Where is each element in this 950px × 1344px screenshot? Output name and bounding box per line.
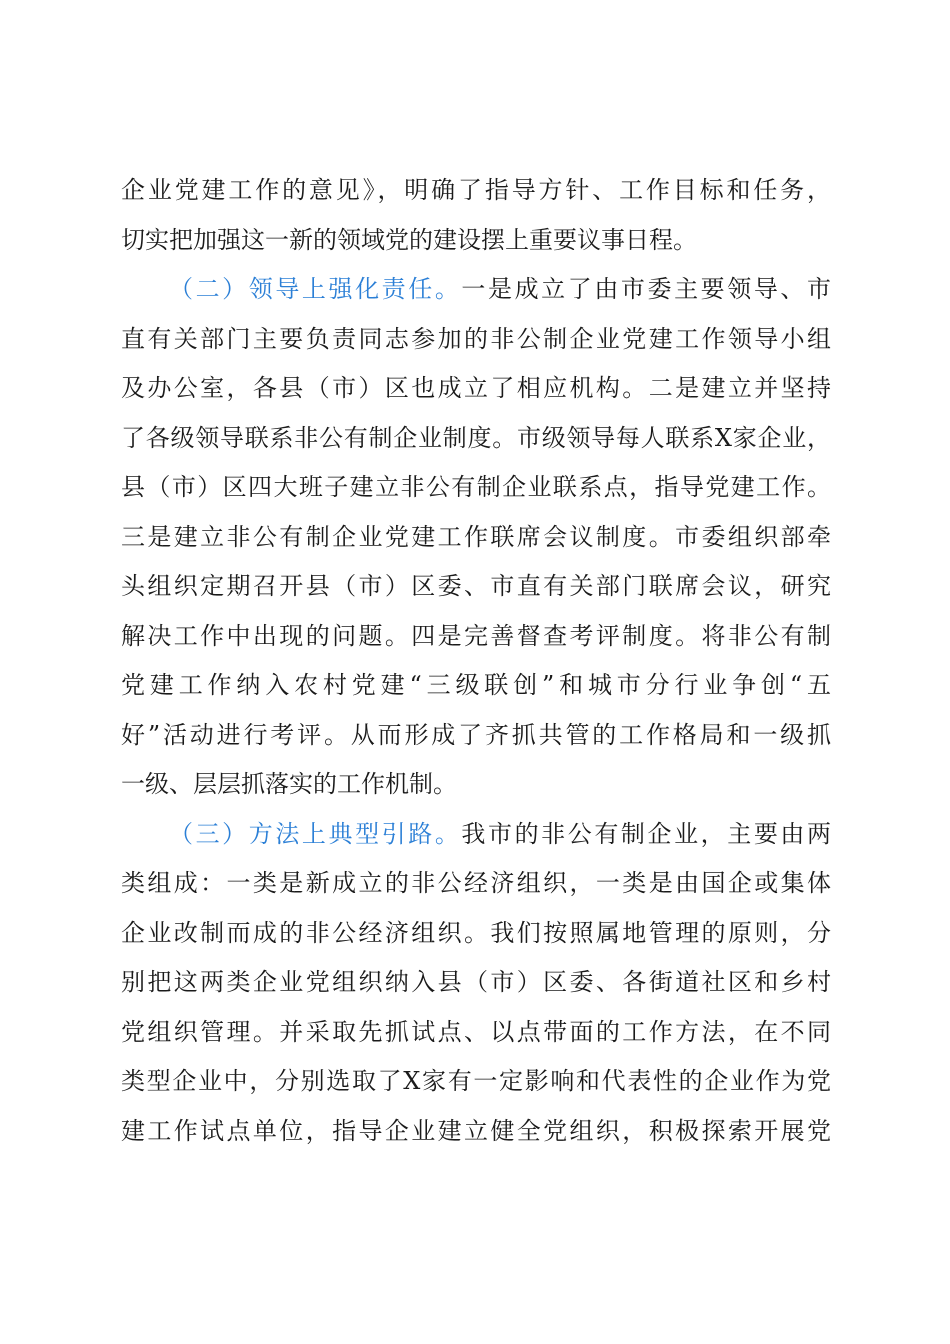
paragraph-3-line-4: 别把这两类企业党组织纳入县（市）区委、各街道社区和乡村 bbox=[121, 968, 831, 996]
paragraph-2-line-3: 及办公室，各县（市）区也成立了相应机构。二是建立并坚持 bbox=[121, 374, 831, 402]
paragraph-2-first-line-text: 一是成立了由市委主要领导、市 bbox=[461, 275, 832, 303]
section-heading-3: （三）方法上典型引路。 bbox=[169, 820, 462, 848]
paragraph-3-line-7: 建工作试点单位，指导企业建立健全党组织，积极探索开展党 bbox=[121, 1117, 831, 1145]
paragraph-3-first-line-text: 我市的非公有制企业，主要由两 bbox=[461, 820, 832, 848]
paragraph-2-first-line bbox=[169, 269, 831, 309]
paragraph-2-line-8: 解决工作中出现的问题。四是完善督查考评制度。将非公有制 bbox=[121, 622, 831, 650]
paragraph-2-line-10: 好”活动进行考评。从而形成了齐抓共管的工作格局和一级抓 bbox=[121, 721, 831, 749]
paragraph-2-line-7: 头组织定期召开县（市）区委、市直有关部门联席会议，研究 bbox=[121, 572, 831, 600]
paragraph-3-line-5: 党组织管理。并采取先抓试点、以点带面的工作方法，在不同 bbox=[121, 1018, 831, 1046]
paragraph-2-line-9: 党建工作纳入农村党建“三级联创”和城市分行业争创“五 bbox=[121, 671, 831, 699]
paragraph-1-line-1: 企业党建工作的意见》，明确了指导方针、工作目标和任务， bbox=[121, 176, 831, 204]
paragraph-3-first-line bbox=[169, 814, 831, 854]
paragraph-2-line-11: 一级、层层抓落实的工作机制。 bbox=[121, 770, 457, 798]
paragraph-1-line-2: 切实把加强这一新的领域党的建设摆上重要议事日程。 bbox=[121, 226, 697, 254]
paragraph-3-line-6: 类型企业中，分别选取了X家有一定影响和代表性的企业作为党 bbox=[121, 1067, 831, 1095]
paragraph-2-line-5: 县（市）区四大班子建立非公有制企业联系点，指导党建工作。 bbox=[121, 473, 831, 501]
paragraph-2-line-6: 三是建立非公有制企业党建工作联席会议制度。市委组织部牵 bbox=[121, 523, 831, 551]
paragraph-3-line-3: 企业改制而成的非公经济组织。我们按照属地管理的原则，分 bbox=[121, 919, 831, 947]
paragraph-2-line-2: 直有关部门主要负责同志参加的非公制企业党建工作领导小组 bbox=[121, 325, 831, 353]
section-heading-2: （二）领导上强化责任。 bbox=[169, 275, 462, 303]
paragraph-2-line-4: 了各级领导联系非公有制企业制度。市级领导每人联系X家企业， bbox=[121, 424, 831, 452]
paragraph-3-line-2: 类组成：一类是新成立的非公经济组织，一类是由国企或集体 bbox=[121, 869, 831, 897]
